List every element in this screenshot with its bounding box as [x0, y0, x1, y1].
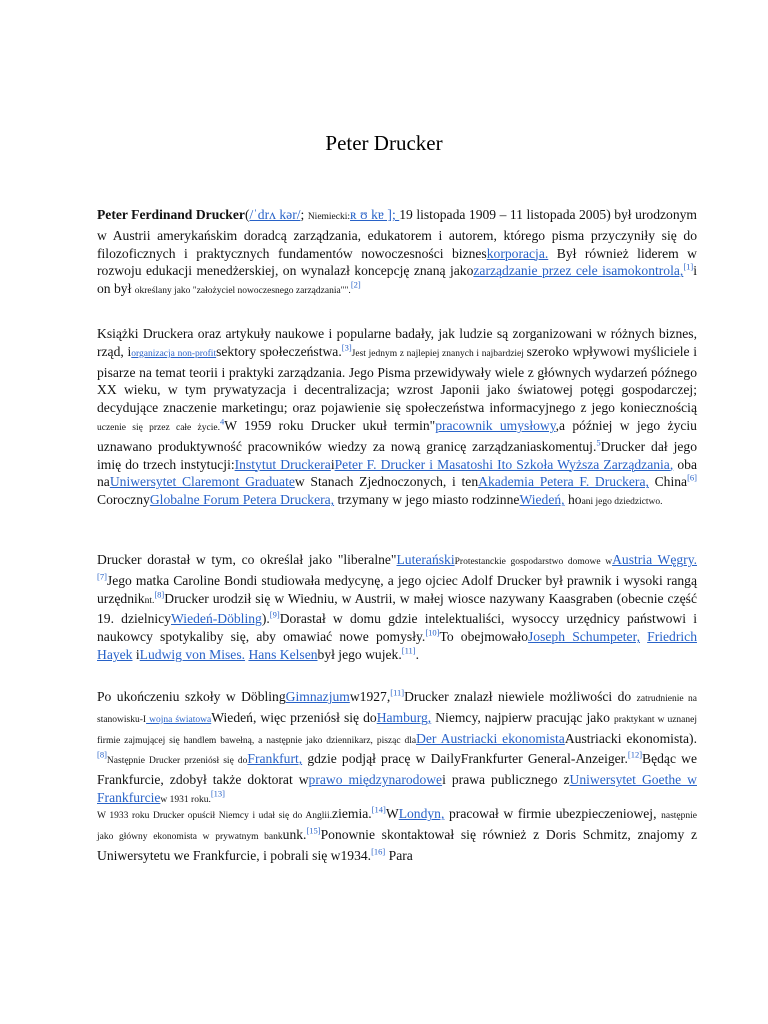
text-run: Był również liderem w rozwoju edukacji menedżerskiej, on wynalazł koncepcję znaną jako [97, 245, 697, 279]
inline-link[interactable]: Wiedeń, [519, 492, 565, 508]
footnote-ref[interactable]: [11] [401, 645, 416, 656]
text-run: w1927, [349, 689, 391, 704]
text-run: ; [300, 207, 308, 222]
text-run: i on był [97, 263, 698, 297]
inline-link[interactable]: Uniwersytet Claremont Graduate [109, 474, 295, 490]
text-run: 19 listopada 1909 – 11 listopada 2005) był urodzonym w Austrii amerykańskim doradcą zarządzania, edukatorem i autorem, którego pisma przyczyniły się do filozoficznych i praktycznych fundamentów nowoczesności biznes [97, 207, 697, 261]
text-run: szeroko wpływowi myśliciele i pisarze na temat teorii i praktyki zarządzania. Jego Pisma przewidywały wiele z głównych wydarzeń późnego XX wieku, w tym prywatyzacja i decentralizacja; wzrost Japonii jako światowej potęgi gospodarczej; decydujące znaczenie marketingu; oraz pojawienie się społeczeństwa informacyjnego z jego koniecznością [97, 343, 698, 416]
text-run: China [648, 474, 688, 490]
small-text: następnie jako główny ekonomista w prywatnym bank [97, 811, 697, 842]
inline-link[interactable]: prawo międzynarodowe [308, 772, 443, 788]
inline-link[interactable]: Der Austriacki ekonomista [416, 730, 565, 746]
small-text: określany jako "założyciel nowoczesnego zarządzania"". [134, 286, 351, 297]
text-run: był jego wujek. [317, 646, 402, 662]
text-run: sektory społeczeństwa. [216, 343, 342, 359]
inline-link[interactable]: Uniwersytet Goethe w Frankfurcie [97, 772, 697, 805]
footnote-ref[interactable]: [8] [97, 749, 107, 760]
inline-link[interactable]: Austria Węgry. [612, 552, 698, 567]
text-run: gdzie podjął pracę w DailyFrankfurter General-Anzeiger. [302, 751, 628, 767]
paragraph-career [97, 688, 697, 810]
text-run: Będąc we Frankfurcie, zdobył także doktorat w [97, 751, 697, 788]
text-run: i [132, 646, 140, 662]
paragraph-text [97, 688, 697, 810]
text-run: Drucker znalazł niewiele możliwości do [404, 689, 637, 704]
inline-link[interactable]: Globalne Forum Petera Druckera, [149, 492, 335, 508]
text-run: i prawa publicznego z [442, 772, 570, 788]
footnote-ref[interactable]: [1] [683, 261, 694, 272]
bold-text: Peter Ferdinand Drucker [97, 207, 245, 222]
text-run: Po ukończeniu szkoły w Döbling [97, 689, 286, 704]
footnote-ref[interactable]: [12] [627, 749, 643, 760]
page-title: Peter Drucker [325, 131, 443, 155]
paragraph-text [97, 206, 697, 301]
text-run: ho [564, 492, 582, 508]
footnote-ref[interactable]: [7] [97, 571, 107, 582]
footnote-ref[interactable]: [14] [371, 804, 386, 815]
text-run: pracował w firmie ubezpieczeniowej, [444, 806, 662, 821]
text-run: Coroczny [97, 492, 150, 508]
text-run: Książki Druckera oraz artykuły naukowe i popularne badały, jak ludzie są zorganizowani w różnych biznes, rząd, i [97, 326, 697, 359]
inline-link[interactable]: Peter F. Drucker i Masatoshi Ito Szkoła Wyższa Zarządzania, [334, 456, 674, 472]
footnote-ref[interactable]: [11] [390, 687, 405, 698]
text-run: Ponownie skontaktował się również z Doris Schmitz, znajomy z Uniwersytetu we Frankfurcie, i pobrali się w1934. [97, 826, 697, 863]
text-run: i [330, 456, 335, 472]
small-text: ani jego dziedzictwo. [581, 497, 663, 508]
text-run: . [415, 646, 419, 662]
paragraph-intro [97, 206, 697, 301]
footnote-ref[interactable]: 4 [219, 416, 225, 427]
inline-link[interactable]: pracownik umysłowy [435, 417, 556, 433]
inline-link[interactable]: wojna światowa [146, 714, 212, 725]
inline-link[interactable]: zarządzanie przez cele i [473, 263, 606, 279]
paragraph-london [97, 805, 697, 864]
text-run: Para [385, 847, 413, 863]
footnote-ref[interactable]: 5 [596, 437, 601, 448]
text-run: To obejmowało [439, 629, 529, 645]
footnote-ref[interactable]: [3] [341, 342, 352, 353]
inline-link[interactable]: Ludwig von Mises. [139, 646, 246, 662]
small-text: nt. [144, 595, 155, 606]
inline-link[interactable]: korporacja. [486, 245, 549, 261]
footnote-ref[interactable]: [9] [269, 609, 280, 620]
text-run: ,a później w jego życiu uznawano produktywność pracowników wiedzy za nową granicę zarządzaniaskomentuj. [97, 417, 697, 454]
inline-link[interactable]: organizacja non-profit [131, 348, 217, 359]
small-text: Protestanckie gospodarstwo domowe w [454, 557, 613, 567]
inline-link[interactable]: /ˈdrʌ kər/ [249, 207, 301, 222]
inline-link[interactable]: Wiedeń-Döbling [171, 611, 262, 627]
footnote-ref[interactable]: [16] [371, 846, 386, 857]
footnote-ref[interactable]: [10] [425, 627, 440, 638]
inline-link[interactable]: Luterański [396, 552, 455, 567]
paragraph-text [97, 805, 697, 864]
small-text: uczenie się przez całe życie. [97, 422, 220, 433]
text-run: Jego matka Caroline Bondi studiowała medycynę, a jego ojciec Adolf Drucker był prawnik i wysoki rangą urzędnik [97, 572, 697, 606]
inline-link[interactable]: Gimnazjum [285, 689, 350, 704]
paragraph-childhood [97, 551, 697, 664]
text-run: Drucker urodził się w Wiedniu, w Austrii, w małej wiosce nazywany Kaasgraben (obecnie część 19. dzielnicy [97, 590, 697, 627]
paragraph-text [97, 551, 697, 664]
small-text: Następnie Drucker przeniósł się do [106, 756, 248, 767]
inline-link[interactable]: Hamburg, [376, 709, 432, 725]
text-run: oba na [97, 456, 697, 490]
small-text: w 1931 roku. [160, 794, 211, 805]
text-run: Niemcy, najpierw pracując jako [431, 709, 614, 725]
inline-link[interactable]: Friedrich Hayek [97, 629, 697, 662]
text-run: W [385, 806, 399, 821]
text-run: Drucker dorastał w tym, co określał jako "liberalne" [97, 552, 397, 567]
paragraph-books [97, 325, 697, 512]
inline-link[interactable]: Hans Kelsen [248, 646, 318, 662]
inline-link[interactable]: ʀ ʊ kɐ ]; [350, 207, 400, 222]
text-run: w Stanach Zjednoczonych, i ten [294, 474, 479, 490]
text-run: Dorastał w domu gdzie intelektualiści, wysoccy urzędnicy państwowi i naukowcy spotykaliby się, aby omawiać nowe pomysły. [97, 611, 697, 645]
text-run: Austriacki ekonomista). [564, 730, 697, 746]
small-text: praktykant w uznanej firmie zajmującej się handlem bawełną, a następnie jako dziennikarz, pisząc dla [97, 714, 697, 746]
text-run: ziemia. [332, 806, 372, 821]
footnote-ref[interactable]: [13] [210, 788, 225, 799]
footnote-ref[interactable]: [8] [154, 589, 165, 600]
text-run: W 1959 roku Drucker ukuł termin" [224, 417, 436, 433]
inline-link[interactable]: samokontrola, [605, 263, 684, 279]
footnote-ref[interactable]: [2] [350, 279, 361, 290]
text-run: trzymany w jego miasto rodzinne [334, 492, 520, 508]
small-text: zatrudnienie na stanowisku-I [97, 694, 697, 725]
text-run: Drucker dał jego imię do trzech instytucji: [97, 438, 697, 472]
text-run: Wiedeń, więc przeniósł się do [211, 709, 377, 725]
inline-link[interactable]: Londyn, [398, 806, 445, 821]
small-text: Niemiecki: [307, 212, 351, 222]
text-run: ( [244, 207, 250, 222]
footnote-ref[interactable]: [15] [306, 825, 321, 836]
text-run: unk. [282, 826, 307, 842]
text-run: ). [261, 611, 270, 627]
inline-link[interactable]: Instytut Druckera [234, 456, 331, 472]
small-text: W 1933 roku Drucker opuścił Niemcy i udał się do Anglii. [97, 811, 333, 821]
footnote-ref[interactable]: [6] [687, 472, 697, 483]
inline-link[interactable]: Joseph Schumpeter, [528, 629, 640, 645]
inline-link[interactable]: Akademia Petera F. Druckera, [478, 474, 649, 490]
paragraph-text [97, 325, 697, 512]
inline-link[interactable]: Frankfurt, [247, 751, 303, 767]
small-text: Jest jednym z najlepiej znanych i najbardziej [351, 348, 527, 359]
